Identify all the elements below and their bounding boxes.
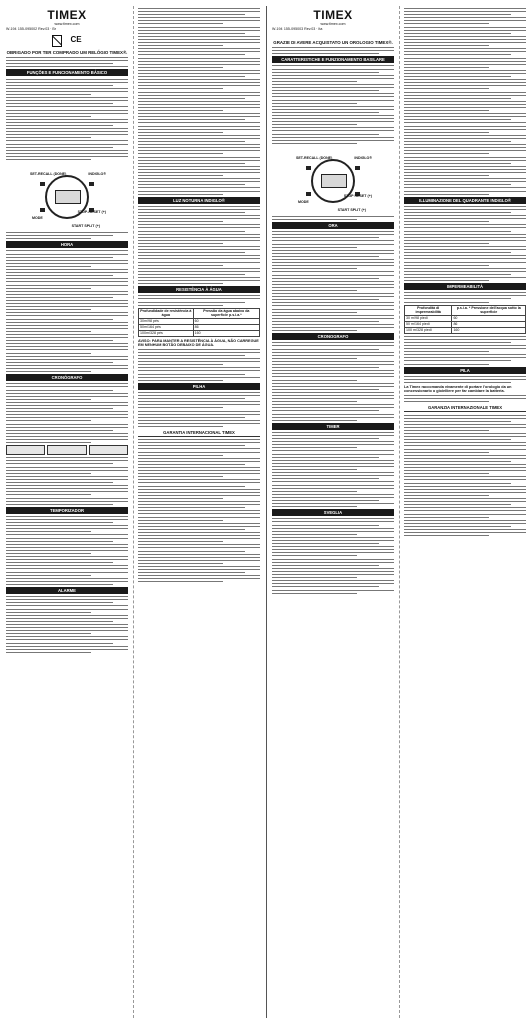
model-code: W-194 155-095002 Rev.03 · Br <box>6 27 57 31</box>
section-heading: PILHA <box>138 383 260 390</box>
section-heading: FUNÇÕES E FUNCIONAMENTO BÁSICO <box>6 69 128 76</box>
text-block <box>138 206 260 284</box>
stop-label: STOP-RESET (+) <box>77 210 106 214</box>
start-label: START SPLIT (+) <box>337 207 366 212</box>
section-heading: ILLUMINAZIONE DEL QUADRANTE INDIGLO® <box>404 197 526 204</box>
watch-diagram <box>30 164 106 230</box>
text-block <box>6 79 128 160</box>
text-block <box>272 47 394 54</box>
text-block <box>138 439 260 582</box>
text-block <box>6 232 128 239</box>
brand-logo: TIMEX <box>47 8 87 22</box>
table-header: p.s.i.a. * Pressione dell'acqua sotto la superficie <box>452 305 526 315</box>
text-block <box>272 216 394 220</box>
start-label: START SPLIT (+) <box>71 224 100 228</box>
text-block <box>404 415 526 537</box>
table-header: Pressão da água abaixo da superfície p.s.i.a.* <box>193 308 259 318</box>
model-code: W-194 155-095003 Rev.03 · Ita <box>272 27 323 31</box>
water-resistance-table <box>138 308 260 337</box>
fold-divider <box>266 6 267 1018</box>
column-2 <box>134 0 264 1024</box>
text-block <box>272 342 394 420</box>
text-block <box>272 432 394 507</box>
text-block <box>6 457 128 504</box>
section-heading: TIMER <box>272 423 394 430</box>
text-block <box>272 65 394 143</box>
website: www.timex.com <box>320 22 346 26</box>
indiglo-label: INDIGLO® <box>354 155 372 160</box>
mode-label: MODE <box>298 199 309 204</box>
section-heading: ALARME <box>6 587 128 594</box>
set-label: SET-RECALL (DONE) <box>30 172 67 176</box>
indiglo-label: INDIGLO® <box>88 172 106 176</box>
set-button-marker <box>306 166 311 170</box>
text-block <box>6 383 128 443</box>
indiglo-button-marker <box>355 166 360 170</box>
text-block <box>138 392 260 427</box>
brand-logo: TIMEX <box>313 8 353 22</box>
section-heading: RESISTÊNCIA À ÁGUA <box>138 286 260 293</box>
text-block <box>6 250 128 372</box>
text-block <box>404 395 526 402</box>
water-resistance-table <box>404 305 526 334</box>
column-1 <box>2 0 132 1024</box>
set-label: SET-RECALL (DONE) <box>296 155 333 160</box>
table-row: 100 m/328 piedi 160 <box>405 327 526 333</box>
compliance-marks <box>6 35 128 47</box>
table-row: 50m/164 pés 86 <box>139 324 260 330</box>
section-heading: CRONÓGRAFO <box>6 374 128 381</box>
table-header: Profondità di impermeabilità <box>405 305 452 315</box>
text-block <box>404 336 526 365</box>
indiglo-button-marker <box>89 182 94 186</box>
website: www.timex.com <box>54 22 80 26</box>
table-row: 100m/328 pés 160 <box>139 330 260 336</box>
thanks-heading: GRAZIE DI AVERE ACQUISTATO UN OROLOGIO TIMEX®. <box>273 40 393 45</box>
section-heading: PILA <box>404 367 526 374</box>
water-warning: AVISO: PARA MANTER A RESISTÊNCIA À ÁGUA, NÃO CARREGUE EM NENHUM BOTÃO DEBAIXO DE ÁGUA. <box>138 338 259 347</box>
text-block <box>404 206 526 281</box>
section-heading: GARANZIA INTERNAZIONALE TIMEX <box>404 404 526 412</box>
section-heading: IMPERMEABILITÀ <box>404 283 526 290</box>
text-block <box>404 292 526 302</box>
section-heading: CRONOGRAFO <box>272 333 394 340</box>
section-heading: HORA <box>6 241 128 248</box>
lcd-examples <box>6 445 128 455</box>
table-row: 30m/98 pés 60 <box>139 318 260 324</box>
text-block <box>6 596 128 653</box>
table-row: 50 m/164 piedi 86 <box>405 321 526 327</box>
section-heading: CARATTERISTICHE E FUNZIONAMENTO BASILARE <box>272 56 394 63</box>
section-heading: LUZ NOTURNA INDIGLO® <box>138 197 260 204</box>
column-4 <box>400 0 530 1024</box>
watch-display <box>321 174 347 188</box>
mode-button-marker <box>306 192 311 196</box>
section-heading: SVEGLIA <box>272 509 394 516</box>
text-block <box>272 231 394 331</box>
mode-label: MODE <box>32 216 43 220</box>
text-block <box>138 295 260 305</box>
mode-button-marker <box>40 208 45 212</box>
section-heading: TEMPORIZADOR <box>6 507 128 514</box>
thanks-heading: OBRIGADO POR TER COMPRADO UM RELÓGIO TIMEX®. <box>6 50 128 55</box>
table-header: Profundidade de resistência à água <box>140 309 192 318</box>
set-button-marker <box>40 182 45 186</box>
watch-display <box>55 190 81 204</box>
watch-diagram <box>296 148 372 214</box>
battery-warning: La Timex raccomanda vivamente di portare l'orologio da un concessionario o gioielliere per far cambiare la batteria. <box>404 385 512 394</box>
text-block <box>6 516 128 585</box>
text-block <box>404 8 526 195</box>
text-block <box>6 57 128 67</box>
ce-mark: CE <box>70 35 82 44</box>
section-heading: GARANTIA INTERNACIONAL TIMEX <box>138 429 260 437</box>
table-row: 30 m/98 piedi 60 <box>405 315 526 321</box>
text-block <box>138 349 260 381</box>
text-block <box>272 518 394 593</box>
column-3 <box>268 0 398 1024</box>
section-heading: ORA <box>272 222 394 229</box>
text-block <box>138 8 260 195</box>
wheelie-bin-icon <box>52 35 62 47</box>
stop-label: STOP RESET (+) <box>343 193 372 198</box>
text-block <box>404 376 526 383</box>
